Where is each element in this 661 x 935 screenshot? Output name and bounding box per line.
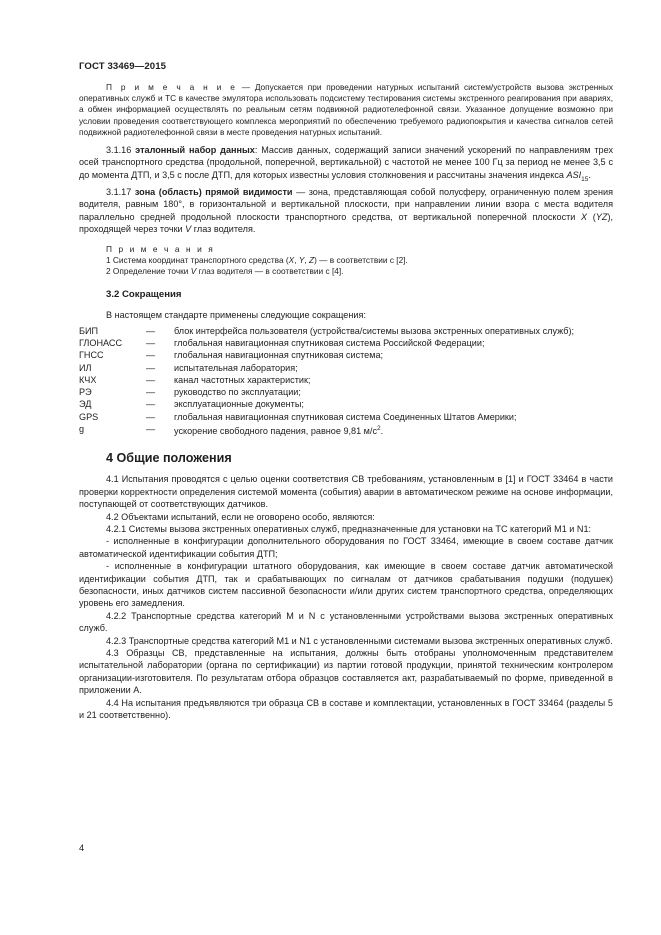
abbreviation-dash: — bbox=[146, 337, 156, 348]
abbreviations-table bbox=[79, 325, 613, 438]
definition-text: : Массив данных, содержащий записи значений ускорений по направлениям трех осей транспортного средства (продольной, поперечной, вертикальной) с частотой не менее 100 Гц за период не менее 3,5 с до момента ДТП, и 3,5 с после ДТП, для которых известны условия столкновения и рассчитаны значения индекса bbox=[79, 145, 613, 180]
note-1-text-b: ) — в соответствии с [2]. bbox=[314, 254, 408, 265]
note-1 bbox=[79, 255, 613, 266]
abbreviation-definition: руководство по эксплуатации; bbox=[174, 387, 301, 398]
definition-text-3: глаз водителя. bbox=[191, 224, 256, 235]
abbreviation-definition: эксплуатационные документы; bbox=[174, 399, 304, 410]
abbreviation-row bbox=[79, 362, 613, 374]
abbreviation-definition: глобальная навигационная спутниковая система Российской Федерации; bbox=[174, 337, 485, 348]
note-2-v: V bbox=[190, 266, 197, 277]
definition-term: зона (область) прямой видимости bbox=[134, 187, 293, 198]
abbreviation-row bbox=[79, 325, 613, 337]
point-v: V bbox=[185, 224, 192, 235]
abbreviation: КЧХ bbox=[79, 374, 97, 385]
definition-number: 3.1.16 bbox=[106, 145, 136, 156]
definition-term: эталонный набор данных bbox=[135, 145, 255, 156]
abbreviation-row bbox=[79, 374, 613, 386]
definition-3-1-16 bbox=[79, 144, 613, 186]
abbreviation: ГЛОНАСС bbox=[79, 337, 123, 348]
note-1-z: Z bbox=[309, 254, 315, 265]
abbreviation: БИП bbox=[79, 325, 99, 336]
definition-text-1: — зона, представляющая собой полусферу, ограниченную полем зрения водителя, равным 180°, в горизонтальной и вертикальной плоскости, при направлении линии взора с места водителя параллельно средней продольной плоскости транспортного средства, от вертикальной поперечной плоскости bbox=[79, 187, 614, 222]
abbreviation-dash: — bbox=[146, 374, 156, 385]
section-4-paragraph: 4.2 Объектами испытаний, если не оговорено особо, являются: bbox=[106, 511, 375, 522]
section-4-paragraph: 4.3 Образцы СВ, представленные на испытания, должны быть отобраны уполномоченным представителем испытательной лаборатории (органа по сертификации) из партии готовой продукции, принятой техническим контролером организации-изготовителя. По результатам отбора образцов составляется акт, разрабатываемый по форме, приведенной в приложении А. bbox=[79, 648, 613, 696]
paren-open: ( bbox=[587, 211, 596, 222]
note-1-comma-1: , bbox=[294, 254, 299, 265]
abbreviation-definition: глобальная навигационная спутниковая система; bbox=[174, 350, 384, 361]
notes-label bbox=[79, 244, 613, 255]
note-top bbox=[79, 82, 613, 138]
abbreviation-definition bbox=[169, 423, 613, 437]
abbreviation-definition: канал частотных характеристик; bbox=[174, 374, 311, 385]
section-4-paragraph: 4.2.2 Транспортные средства категорий М и N с установленными устройствами вызова экстренных оперативных служб. bbox=[79, 610, 613, 634]
abbreviation-row bbox=[79, 337, 613, 349]
page-content bbox=[79, 82, 613, 722]
standard-header: ГОСТ 33469—2015 bbox=[79, 61, 167, 72]
abbreviation: GPS bbox=[79, 411, 99, 422]
notes-label-text: П р и м е ч а н и я bbox=[106, 243, 215, 254]
abbreviation-dash: — bbox=[146, 424, 156, 435]
abbreviation-dash: — bbox=[146, 362, 156, 373]
abbreviation: ИЛ bbox=[79, 362, 92, 373]
abbreviation-row bbox=[79, 423, 613, 437]
note-2-text-b: глаз водителя — в соответствии с [4]. bbox=[196, 266, 344, 277]
note-2-text-a: 2 Определение точки bbox=[106, 266, 191, 277]
page-number: 4 bbox=[79, 843, 85, 853]
section-4-paragraph: 4.2.1 Системы вызова экстренных оперативных служб, предназначенные для установки на ТС категорий М1 и N1: bbox=[106, 524, 592, 535]
note-2 bbox=[79, 266, 613, 277]
note-label: П р и м е ч а н и е bbox=[106, 82, 238, 92]
section-4-body bbox=[79, 473, 613, 721]
abbreviations-table-body bbox=[79, 325, 613, 438]
abbreviation-row bbox=[79, 411, 613, 423]
section-4-paragraph: - исполненные в конфигурации штатного оборудования, как имеющие в своем составе датчик автоматической идентификации события ДТП, так и срабатывающих по сигналам от датчиков срабатывания подушки (подушек) безопасности, иных датчиков систем пассивной безопасности и/или других систем транспортного средства, определяющих уровень его замедления. bbox=[79, 561, 613, 609]
abbreviation: ГНСС bbox=[79, 350, 104, 361]
definition-3-1-17 bbox=[79, 186, 613, 236]
abbreviation-definition: блок интерфейса пользователя (устройства/системы вызова экстренных оперативных служб); bbox=[174, 325, 575, 336]
note-1-x: X bbox=[288, 254, 295, 265]
abbreviation-dash: — bbox=[146, 399, 156, 410]
section-4-paragraph: 4.4 На испытания предъявляются три образца СВ в составе и комплектации, установленных в ГОСТ 33464 (разделы 5 и 21 соответственно). bbox=[79, 697, 613, 721]
definition-end: . bbox=[588, 169, 591, 180]
g-definition-end: . bbox=[380, 426, 384, 437]
index-symbol: ASI bbox=[566, 169, 582, 180]
abbreviation-row bbox=[79, 398, 613, 410]
abbreviation-row bbox=[79, 386, 613, 398]
abbreviation-row bbox=[79, 349, 613, 361]
note-text: — Допускается при проведении натурных испытаний систем/устройств вызова экстренных оперативных служб и ТС в качестве эмулятора использовать подсистему тестирования системы экстренного реагирования при авариях, а обмен информацией осуществлять по реальным сетям подвижной радиотелефонной связи. Указанное допущение возможно при условии проведения соответствующего комплекса мероприятий по обеспечению требуемого радиопокрытия и качества сигналов сетей подвижной радиотелефонной связи в месте проведения натурных испытаний. bbox=[79, 82, 613, 137]
section-4-paragraph: 4.2.3 Транспортные средства категорий М1 и N1 с установленными системами вызова экстренных оперативных служб. bbox=[106, 635, 613, 646]
note-1-comma-2: , bbox=[304, 254, 309, 265]
section-4-paragraph: - исполненные в конфигурации дополнительного оборудования по ГОСТ 33464, имеющие в своем составе датчик автоматической идентификации события ДТП; bbox=[79, 536, 613, 559]
abbreviation-definition: испытательная лаборатория; bbox=[174, 362, 298, 373]
abbreviation-dash: — bbox=[146, 350, 156, 361]
note-1-y: Y bbox=[298, 254, 305, 265]
abbreviation-dash: — bbox=[146, 387, 156, 398]
abbreviation-definition: глобальная навигационная спутниковая система Соединенных Штатов Америки; bbox=[174, 411, 517, 422]
notes-block bbox=[79, 244, 613, 278]
abbreviations-intro: В настоящем стандарте применены следующие сокращения: bbox=[106, 310, 366, 321]
plane-yz: YZ bbox=[595, 211, 608, 222]
section-4-title: 4 Общие положения bbox=[106, 451, 232, 466]
index-subscript: 15 bbox=[581, 175, 589, 183]
g-definition-text: ускорение свободного падения, равное 9,81 м/с bbox=[174, 426, 378, 437]
abbreviation: РЭ bbox=[79, 387, 92, 398]
axis-x: X bbox=[581, 211, 588, 222]
abbreviation-dash: — bbox=[146, 411, 156, 422]
section-3-2-title: 3.2 Сокращения bbox=[106, 289, 182, 301]
g-definition-superscript: 2 bbox=[377, 425, 381, 433]
note-1-text-a: 1 Система координат транспортного средства ( bbox=[106, 254, 289, 265]
abbreviation: g bbox=[79, 424, 85, 435]
definition-number: 3.1.17 bbox=[106, 187, 135, 198]
definition-text-2: ), проходящей через точки bbox=[79, 211, 613, 235]
abbreviation-dash: — bbox=[146, 325, 156, 336]
abbreviation: ЭД bbox=[79, 399, 92, 410]
section-4-paragraph: 4.1 Испытания проводятся с целью оценки соответствия СВ требованиям, установленным в [1] и ГОСТ 33464 в части проверки корректности определения системой момента (события) аварии в автоматическом режиме на основе информации, поступающей от соответствующих датчиков. bbox=[79, 474, 613, 510]
